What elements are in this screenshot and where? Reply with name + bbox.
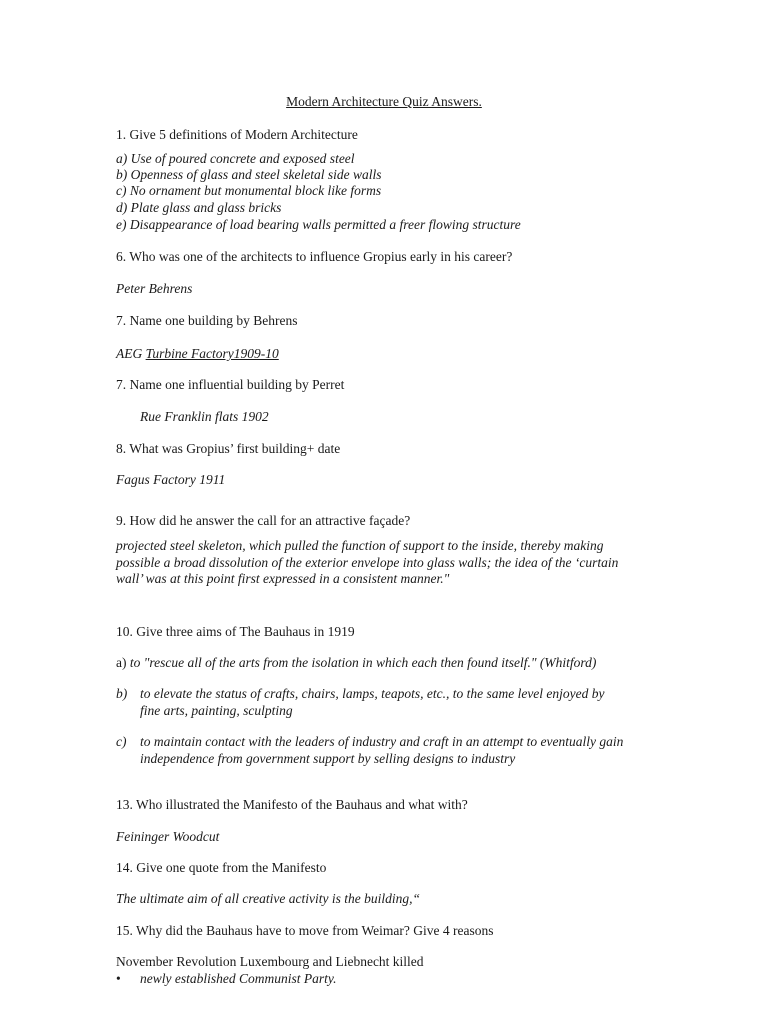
q1-answer-e: e) Disappearance of load bearing walls permitted a freer flowing structure bbox=[116, 217, 521, 232]
question-7-behrens: 7. Name one building by Behrens bbox=[116, 313, 298, 328]
q6-answer: Peter Behrens bbox=[116, 281, 193, 296]
q15-bullet-text: newly established Communist Party. bbox=[140, 971, 337, 986]
q10-answer-c-label: c) bbox=[116, 734, 127, 749]
question-7-perret: 7. Name one influential building by Perret bbox=[116, 377, 345, 392]
question-15: 15. Why did the Bauhaus have to move from Weimar? Give 4 reasons bbox=[116, 923, 494, 938]
page-title: Modern Architecture Quiz Answers. bbox=[286, 94, 482, 109]
question-9: 9. How did he answer the call for an attractive façade? bbox=[116, 513, 411, 528]
q10-answer-b-label: b) bbox=[116, 686, 128, 701]
q1-answer-c: c) No ornament but monumental block like forms bbox=[116, 183, 382, 198]
q7a-answer-underlined: Turbine Factory1909-10 bbox=[145, 346, 279, 361]
q15-answer-line: November Revolution Luxembourg and Liebnecht killed bbox=[116, 954, 424, 969]
q7a-answer bbox=[116, 346, 279, 362]
question-10: 10. Give three aims of The Bauhaus in 1919 bbox=[116, 624, 355, 639]
q10-answer-c-line-2: independence from government support by selling designs to industry bbox=[140, 751, 516, 766]
q1-answer-d: d) Plate glass and glass bricks bbox=[116, 200, 282, 215]
q10-answer-b-line-1: to elevate the status of crafts, chairs, lamps, teapots, etc., to the same level enjoyed by bbox=[140, 686, 605, 701]
q10-answer-a bbox=[116, 655, 596, 671]
question-1: 1. Give 5 definitions of Modern Architecture bbox=[116, 127, 358, 142]
q1-answer-b: b) Openness of glass and steel skeletal side walls bbox=[116, 167, 382, 182]
question-13: 13. Who illustrated the Manifesto of the Bauhaus and what with? bbox=[116, 797, 468, 812]
q7b-answer: Rue Franklin flats 1902 bbox=[140, 409, 269, 424]
bullet-icon: • bbox=[116, 971, 121, 986]
q10-answer-b-line-2: fine arts, painting, sculpting bbox=[140, 703, 293, 718]
q14-answer: The ultimate aim of all creative activity is the building,“ bbox=[116, 891, 420, 906]
question-8: 8. What was Gropius’ first building+ date bbox=[116, 441, 341, 456]
question-14: 14. Give one quote from the Manifesto bbox=[116, 860, 327, 875]
question-6: 6. Who was one of the architects to influence Gropius early in his career? bbox=[116, 249, 513, 264]
q9-answer-line-3: wall’ was at this point first expressed in a consistent manner." bbox=[116, 571, 450, 586]
q9-answer-line-2: possible a broad dissolution of the exterior envelope into glass walls; the idea of the ‘curtain bbox=[116, 555, 619, 570]
q1-answer-a: a) Use of poured concrete and exposed steel bbox=[116, 151, 355, 166]
q7a-answer-prefix: AEG bbox=[116, 346, 143, 361]
q8-answer: Fagus Factory 1911 bbox=[116, 472, 226, 487]
q10-answer-a-text: to "rescue all of the arts from the isolation in which each then found itself." (Whitford) bbox=[129, 655, 597, 670]
q10-answer-c-line-1: to maintain contact with the leaders of industry and craft in an attempt to eventually gain bbox=[140, 734, 624, 749]
q10-answer-a-label: a) bbox=[116, 655, 127, 670]
q9-answer-line-1: projected steel skeleton, which pulled the function of support to the inside, thereby making bbox=[116, 538, 604, 553]
q13-answer: Feininger Woodcut bbox=[116, 829, 220, 844]
